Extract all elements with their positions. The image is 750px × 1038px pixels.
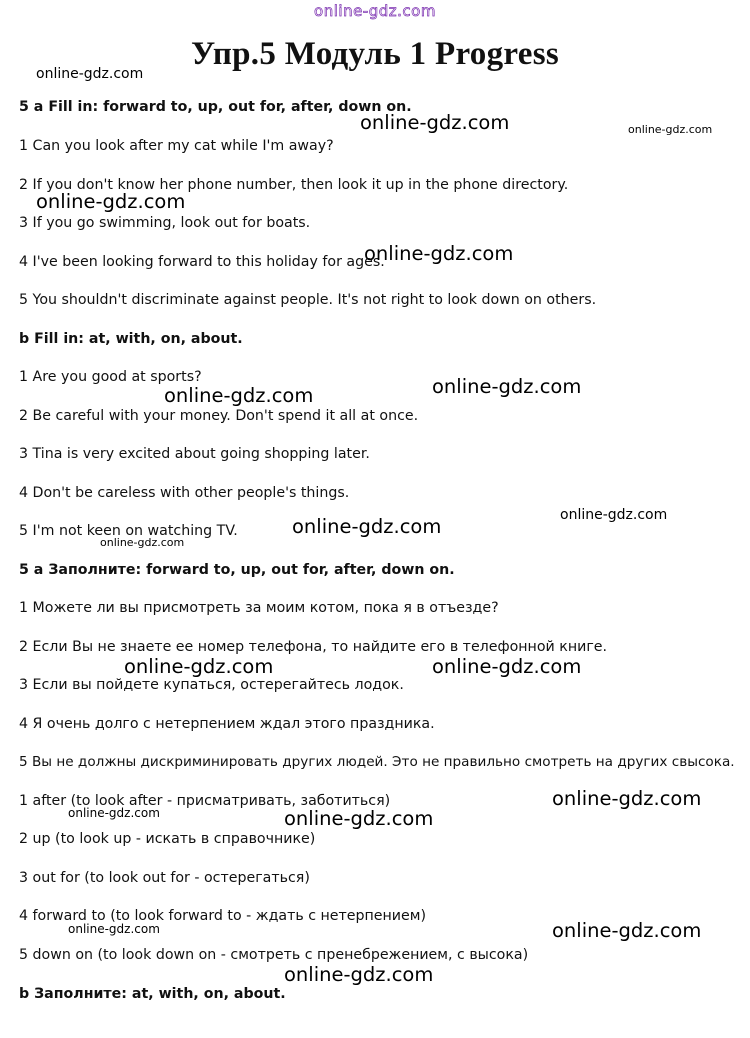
watermark: online-gdz.com [560, 507, 668, 523]
exercise-line: 3 If you go swimming, look out for boats. [19, 215, 311, 231]
exercise-line: 2 Be careful with your money. Don't spend it all at once. [19, 408, 419, 424]
exercise-line: 4 I've been looking forward to this holiday for ages. [19, 254, 385, 270]
watermark: online-gdz.com [628, 123, 713, 136]
exercise-line: 5 You shouldn't discriminate against people. It's not right to look down on others. [19, 292, 597, 308]
section-heading: 5 a Fill in: forward to, up, out for, after, down on. [19, 99, 412, 115]
watermark: online-gdz.com [164, 384, 314, 407]
watermark: online-gdz.com [100, 536, 185, 549]
watermark: online-gdz.com [552, 787, 702, 810]
exercise-line: 4 Я очень долго с нетерпением ждал этого праздника. [19, 716, 435, 732]
exercise-line: 2 Если Вы не знаете ее номер телефона, то найдите его в телефонной книге. [19, 639, 608, 655]
exercise-line: 1 Can you look after my cat while I'm away? [19, 138, 334, 154]
watermark: online-gdz.com [124, 655, 274, 678]
answer-line: 3 out for (to look out for - остерегаться) [19, 870, 310, 886]
exercise-line: 3 Если вы пойдете купаться, остерегайтесь лодок. [19, 677, 404, 693]
exercise-line: 2 If you don't know her phone number, then look it up in the phone directory. [19, 177, 569, 193]
answer-line: 5 down on (to look down on - смотреть с пренебрежением, с высока) [19, 947, 529, 963]
watermark: online-gdz.com [284, 963, 434, 986]
exercise-line: 1 Можете ли вы присмотреть за моим котом, пока я в отъезде? [19, 600, 499, 616]
watermark: online-gdz.com [292, 515, 442, 538]
watermark: online-gdz.com [432, 375, 582, 398]
watermark: online-gdz.com [552, 919, 702, 942]
answer-line: 4 forward to (to look forward to - ждать с нетерпением) [19, 908, 426, 924]
watermark: online-gdz.com [364, 242, 514, 265]
watermark: online-gdz.com [284, 807, 434, 830]
watermark: online-gdz.com [36, 190, 186, 213]
section-heading: 5 a Заполните: forward to, up, out for, after, down on. [19, 562, 455, 578]
exercise-line: 1 Are you good at sports? [19, 369, 202, 385]
exercise-line: 3 Tina is very excited about going shopping later. [19, 446, 370, 462]
exercise-line: 5 I'm not keen on watching TV. [19, 523, 238, 539]
page-title: Упр.5 Модуль 1 Progress [191, 36, 559, 72]
section-heading: b Fill in: at, with, on, about. [19, 331, 243, 347]
watermark: online-gdz.com [36, 66, 144, 82]
exercise-line: 4 Don't be careless with other people's things. [19, 485, 350, 501]
watermark: online-gdz.com [68, 806, 160, 820]
section-heading: b Заполните: at, with, on, about. [19, 986, 286, 1002]
answer-line: 1 after (to look after - присматривать, заботиться) [19, 793, 391, 809]
watermark: online-gdz.com [360, 111, 510, 134]
exercise-line: 5 Вы не должны дискриминировать других людей. Это не правильно смотреть на других свысока. [19, 754, 735, 770]
answer-line: 2 up (to look up - искать в справочнике) [19, 831, 316, 847]
watermark: online-gdz.com [68, 922, 160, 936]
watermark-top: online-gdz.com [314, 2, 436, 20]
watermark: online-gdz.com [432, 655, 582, 678]
